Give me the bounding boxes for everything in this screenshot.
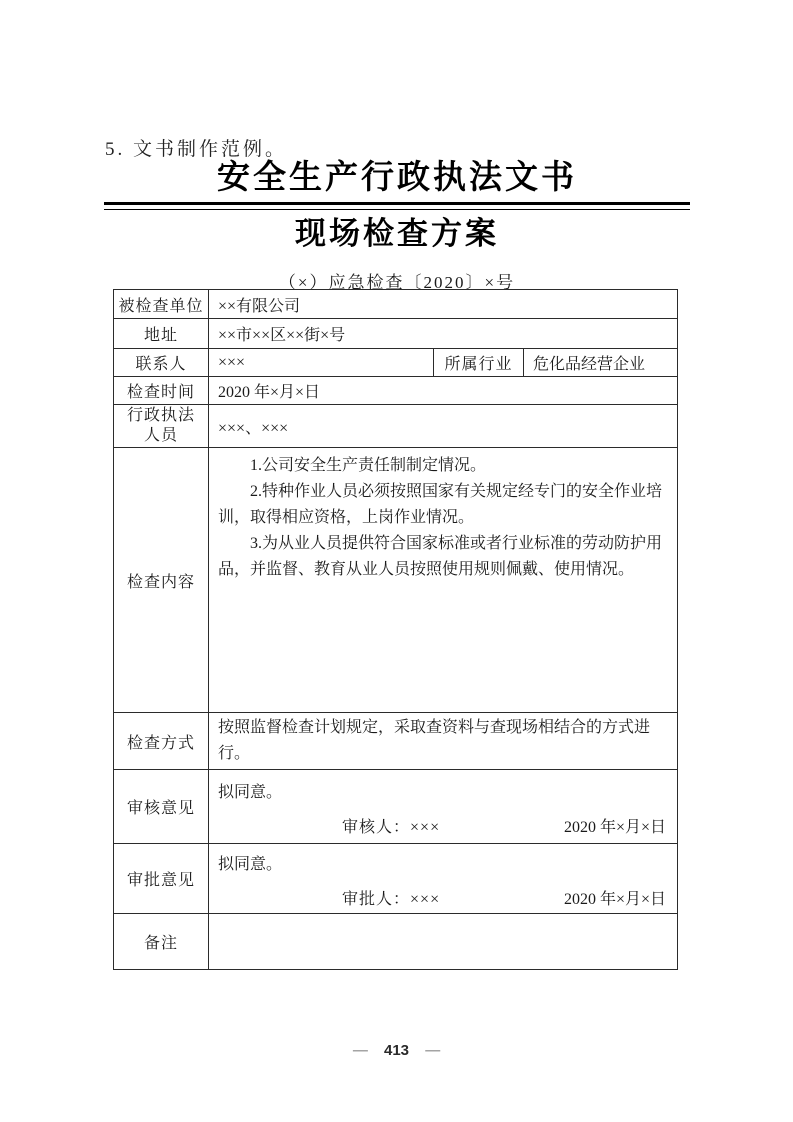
approver-signer-name: ××× <box>410 890 441 908</box>
page-number: 413 <box>383 1042 410 1059</box>
footer-dash-right: — <box>425 1042 441 1059</box>
inspection-content-item: 3.为从业人员提供符合国家标准或者行业标准的劳动防护用品，并监督、教育从业人员按照使用规则佩戴、使用情况。 <box>218 535 663 578</box>
address-value: ××市××区××街×号 <box>209 319 678 349</box>
reviewer-signer-label: 审核人： <box>342 818 411 836</box>
contact-label: 联系人 <box>114 349 209 377</box>
inspection-time-value: 2020 年×月×日 <box>209 377 678 405</box>
row-inspection-content <box>114 448 678 713</box>
review-opinion-value <box>209 770 678 844</box>
title-block <box>104 156 690 293</box>
approval-signature-row <box>218 886 668 909</box>
inspected-unit-label: 被检查单位 <box>114 290 209 319</box>
address-label: 地址 <box>114 319 209 349</box>
doc-number: （×）应急检查〔2020〕×号 <box>278 273 516 293</box>
row-remarks <box>114 914 678 970</box>
reviewer-signer-name: ××× <box>410 818 441 836</box>
officers-label-lines <box>125 406 197 446</box>
page-footer <box>0 1042 793 1059</box>
inspection-plan-table <box>113 289 678 970</box>
review-opinion-text: 拟同意。 <box>218 783 283 801</box>
officers-label-line2: 人员 <box>143 427 178 444</box>
footer-dash-left: — <box>352 1042 368 1059</box>
inspection-content-label: 检查内容 <box>114 448 209 713</box>
inspection-content-item: 2.特种作业人员必须按照国家有关规定经专门的安全作业培训，取得相应资格，上岗作业情况。 <box>218 483 663 526</box>
industry-value: 危化品经营企业 <box>524 349 678 377</box>
inspection-method-value <box>209 713 678 770</box>
inspection-content-value <box>209 448 678 713</box>
row-inspection-time <box>114 377 678 405</box>
row-review-opinion <box>114 770 678 844</box>
row-officers <box>114 405 678 448</box>
approver-signer-label: 审批人： <box>342 890 411 908</box>
section-heading: 5. 文书制作范例。 <box>105 139 288 160</box>
review-opinion-label: 审核意见 <box>114 770 209 844</box>
remarks-label: 备注 <box>114 914 209 970</box>
approval-opinion-value <box>209 844 678 914</box>
officers-label-line1: 行政执法 <box>126 407 195 424</box>
approval-opinion-label: 审批意见 <box>114 844 209 914</box>
officers-label <box>114 405 209 448</box>
inspection-content-item: 1.公司安全生产责任制制定情况。 <box>250 457 487 474</box>
approver-signature <box>342 886 440 909</box>
row-inspection-method <box>114 713 678 770</box>
row-approval-opinion <box>114 844 678 914</box>
inspection-method-text: 按照监督检查计划规定，采取查资料与查现场相结合的方式进行。 <box>218 719 651 762</box>
title-double-rule <box>104 202 690 210</box>
doc-subtitle: 现场检查方案 <box>295 216 499 252</box>
review-date: 2020 年×月×日 <box>563 818 666 836</box>
row-contact <box>114 349 678 377</box>
contact-value: ××× <box>209 349 434 377</box>
inspected-unit-value: ××有限公司 <box>209 290 678 319</box>
industry-label: 所属行业 <box>434 349 524 377</box>
row-address <box>114 319 678 349</box>
doc-title: 安全生产行政执法文书 <box>217 158 577 195</box>
remarks-value <box>209 914 678 970</box>
review-signature-row <box>218 814 668 837</box>
inspection-method-label: 检查方式 <box>114 713 209 770</box>
approval-opinion-text: 拟同意。 <box>218 855 283 873</box>
officers-value: ×××、××× <box>209 405 678 448</box>
inspection-time-label: 检查时间 <box>114 377 209 405</box>
row-inspected-unit <box>114 290 678 319</box>
approval-date: 2020 年×月×日 <box>563 890 666 908</box>
reviewer-signature <box>342 814 440 837</box>
